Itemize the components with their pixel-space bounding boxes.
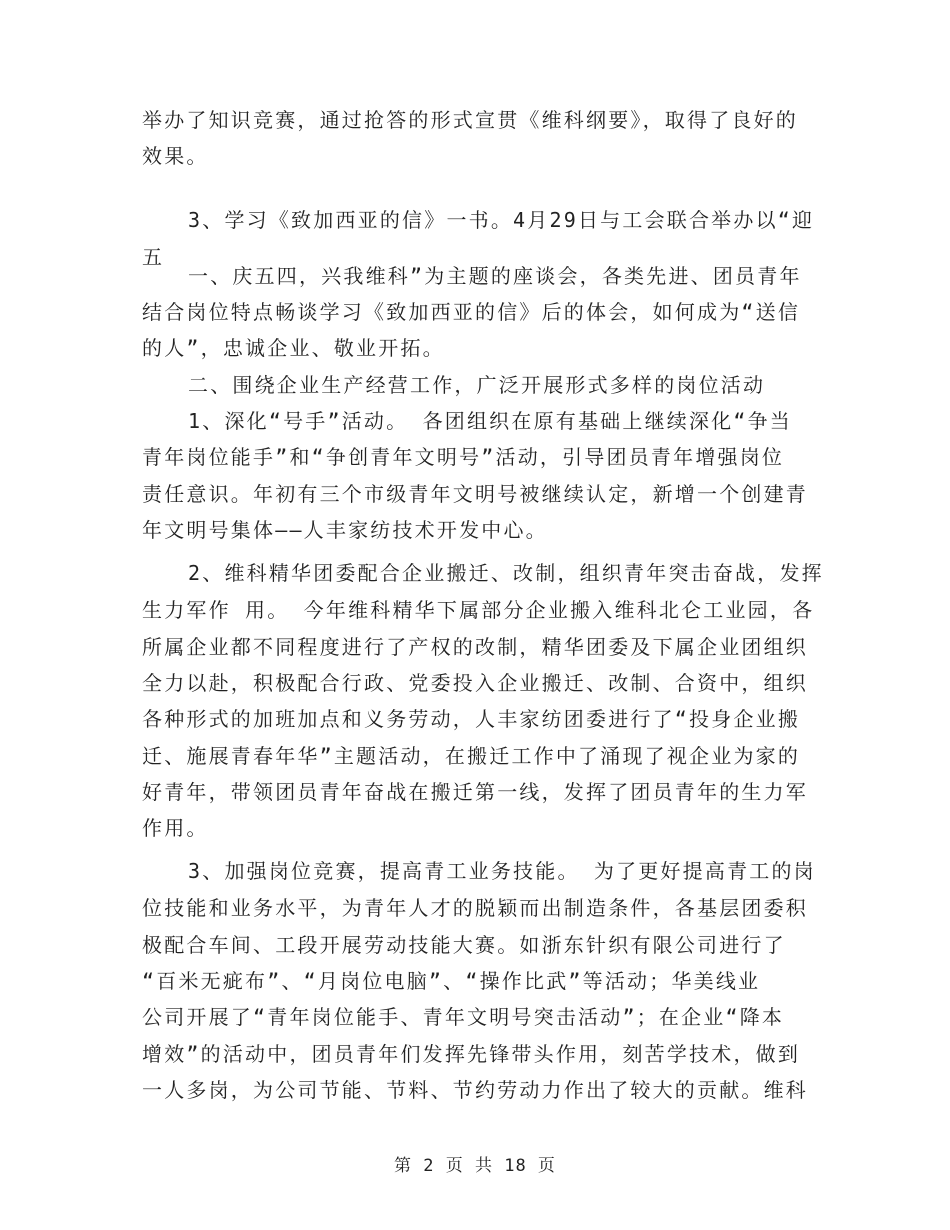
- paragraph-line: 全力以赴，积极配合行政、党委投入企业搬迁、改制、合资中，组织: [142, 671, 808, 695]
- paragraph-line: 年文明号集体——人丰家纺技术开发中心。: [142, 518, 548, 542]
- paragraph-line: 生力军作 用。 今年维科精华下属部分企业搬入维科北仑工业园，各: [142, 598, 815, 622]
- paragraph-line: 迁、施展青春年华”主题活动，在搬迁工作中了涌现了视企业为家的: [142, 744, 801, 768]
- paragraph-line: 增效”的活动中，团员青年们发挥先锋带头作用，刻苦学技术，做到: [142, 1042, 801, 1066]
- paragraph-line: 好青年，带领团员青年奋战在搬迁第一线，发挥了团员青年的生力军: [142, 780, 808, 804]
- paragraph-line: 五: [142, 245, 165, 269]
- paragraph-line: 所属企业都不同程度进行了产权的改制，精华团委及下属企业团组织: [142, 635, 808, 659]
- paragraph-line: 青年岗位能手”和“争创青年文明号”活动，引导团员青年增强岗位: [142, 445, 785, 469]
- paragraph-line: 一人多岗，为公司节能、节料、节约劳动力作出了较大的贡献。维科: [142, 1078, 808, 1102]
- paragraph-line: 举办了知识竞赛，通过抢答的形式宣贯《维科纲要》，取得了良好的: [142, 108, 798, 132]
- paragraph-line: 3、学习《致加西亚的信》一书。4月29日与工会联合举办以“迎: [188, 208, 815, 232]
- paragraph-line: 的人”，忠诚企业、敬业开拓。: [142, 336, 445, 360]
- paragraph-line: 1、深化“号手”活动。 各团组织在原有基础上继续深化“争当: [188, 409, 793, 433]
- paragraph-line: 3、加强岗位竞赛，提高青工业务技能。 为了更好提高青工的岗: [188, 859, 816, 883]
- page-number-footer: 第 2 页 共 18 页: [394, 1156, 556, 1176]
- paragraph-line: “百米无疵布”、“月岗位电脑”、“操作比武”等活动；华美线业: [142, 969, 761, 993]
- paragraph-line: 效果。: [142, 144, 209, 168]
- paragraph-line: 公司开展了“青年岗位能手、青年文明号突击活动”；在企业“降本: [142, 1005, 785, 1029]
- paragraph-line: 2、维科精华团委配合企业搬迁、改制，组织青年突击奋战，发挥: [188, 561, 824, 585]
- paragraph-line: 结合岗位特点畅谈学习《致加西亚的信》后的体会，如何成为“送信: [142, 300, 801, 324]
- paragraph-line: 责任意识。年初有三个市级青年文明号被继续认定，新增一个创建青: [142, 482, 808, 506]
- paragraph-line: 极配合车间、工段开展劳动技能大赛。如浙东针织有限公司进行了: [142, 933, 786, 957]
- paragraph-line: 各种形式的加班加点和义务劳动，人丰家纺团委进行了“投身企业搬: [142, 707, 801, 731]
- section-heading: 二、围绕企业生产经营工作，广泛开展形式多样的岗位活动: [188, 373, 766, 397]
- paragraph-line: 作用。: [142, 816, 209, 840]
- paragraph-line: 一、庆五四，兴我维科”为主题的座谈会，各类先进、团员青年: [188, 264, 802, 288]
- paragraph-line: 位技能和业务水平，为青年人才的脱颖而出制造条件，各基层团委积: [142, 896, 808, 920]
